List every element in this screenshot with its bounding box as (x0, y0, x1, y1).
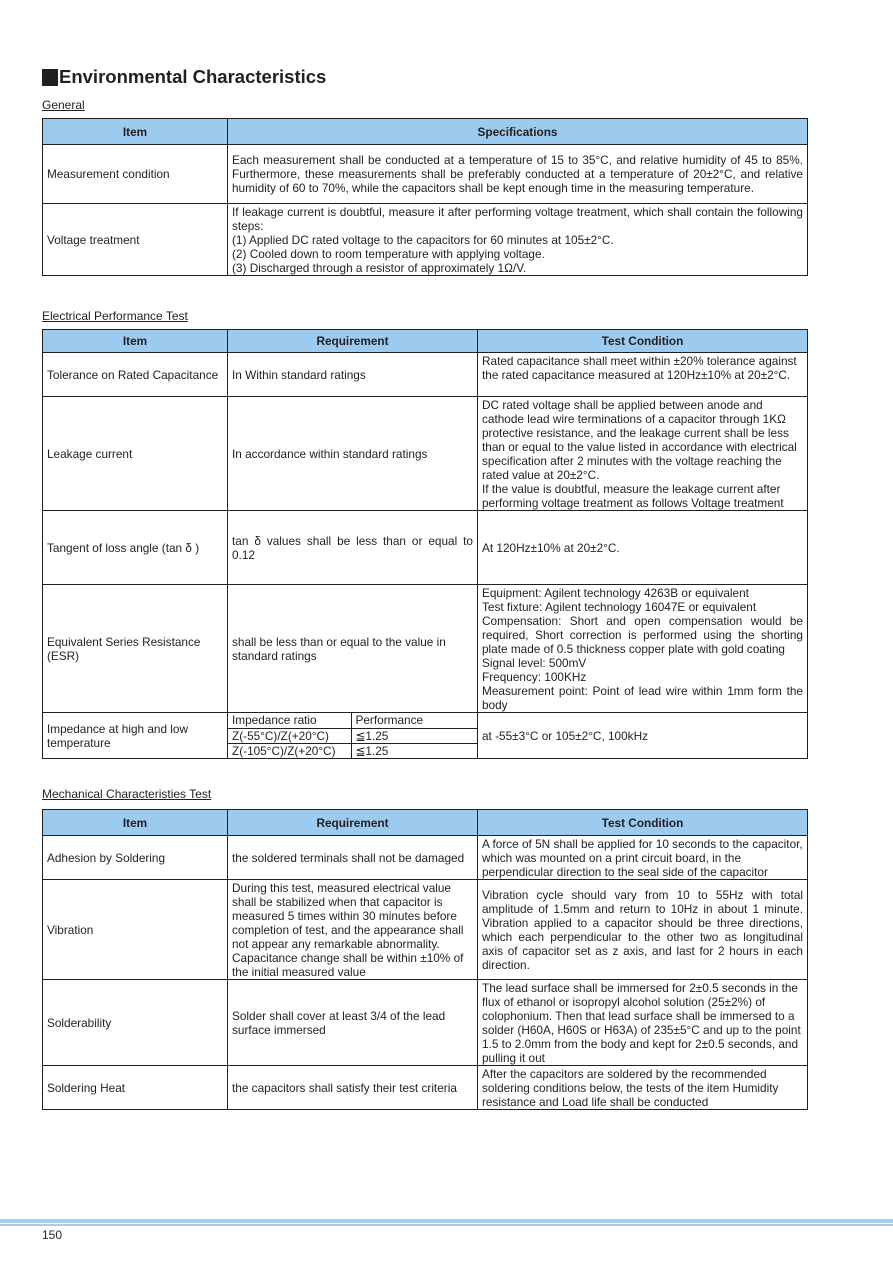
requirement-cell: In Within standard ratings (228, 353, 478, 397)
item-cell: Vibration (43, 880, 228, 980)
general-table (42, 118, 808, 276)
table-row (43, 511, 808, 585)
condition-cell (478, 585, 808, 713)
item-cell: Adhesion by Soldering (43, 836, 228, 880)
requirement-cell: Solder shall cover at least 3/4 of the lead surface immersed (228, 980, 478, 1066)
item-cell: Tolerance on Rated Capacitance (43, 353, 228, 397)
mechanical-table (42, 809, 808, 1110)
performance-cell: ≦1.25 (351, 728, 477, 743)
column-header: Item (43, 330, 228, 353)
impedance-subtable-cell (228, 713, 478, 759)
column-header: Specifications (228, 119, 808, 145)
table-row (43, 204, 808, 276)
subtable-header-row (228, 713, 477, 728)
item-cell: Leakage current (43, 397, 228, 511)
requirement-cell: tan δ values shall be less than or equal to 0.12 (228, 511, 478, 585)
section-label-mechanical: Mechanical Characteristies Test (42, 787, 212, 801)
condition-cell: Vibration cycle should vary from 10 to 55Hz with total amplitude of 1.5mm and return to 10Hz in about 1 minute. Vibration applied to a capacitor should be three directions, which each perpendicular to the other two as longitudinal axis of capacitor set as z axis, and last for 2 hours in each direction. (478, 880, 808, 980)
spec-line: If leakage current is doubtful, measure it after performing voltage treatment, which shall contain the following steps: (232, 204, 803, 233)
ratio-cell: Z(-105°C)/Z(+20°C) (228, 743, 351, 758)
footer-divider (0, 1219, 893, 1223)
table-row (43, 713, 808, 759)
table-row (43, 353, 808, 397)
column-header: Requirement (228, 330, 478, 353)
subtable-row (228, 728, 477, 743)
condition-cell: A force of 5N shall be applied for 10 seconds to the capacitor, which was mounted on a print circuit board, in the perpendicular direction to the seal side of the capacitor (478, 836, 808, 880)
title-bullet-icon (42, 69, 58, 86)
subtable-header: Impedance ratio (228, 713, 351, 728)
requirement-cell: During this test, measured electrical value shall be stabilized when that capacitor is measured 5 times within 30 minutes before completion of test, and the appearance shall not appear any remarkable abnormality. Capacitance change shall be within ±10% of the initial measured value (228, 880, 478, 980)
condition-cell: at -55±3°C or 105±2°C, 100kHz (478, 713, 808, 759)
column-header: Item (43, 119, 228, 145)
condition-line: Test fixture: Agilent technology 16047E or equivalent (482, 600, 757, 614)
table-header-row (43, 330, 808, 353)
item-cell: Measurement condition (43, 145, 228, 204)
electrical-table (42, 329, 808, 759)
condition-line: Equipment: Agilent technology 4263B or equivalent (482, 586, 749, 600)
condition-cell: The lead surface shall be immersed for 2±0.5 seconds in the flux of ethanol or isopropyl alcohol solution (25±2%) of colophonium. Then that lead surface shall be immersed to a solder (H60A, H60S or H63A) of 235±5°C and up to the point 1.5 to 2.0mm from the body and kept for 2±0.5 seconds, and pulling it out (478, 980, 808, 1066)
ratio-cell: Z(-55°C)/Z(+20°C) (228, 728, 351, 743)
subtable-header: Performance (351, 713, 477, 728)
page-title (42, 65, 326, 89)
section-label-electrical: Electrical Performance Test (42, 309, 188, 323)
table-row (43, 836, 808, 880)
condition-cell: At 120Hz±10% at 20±2°C. (478, 511, 808, 585)
condition-line: DC rated voltage shall be applied between anode and cathode lead wire terminations of a capacitor through 1KΩ protective resistance, and the leakage current shall be less than or equal to the value listed in accordance with electrical specification after 2 minutes with the voltage reaching the rated value at 20±2°C. (482, 398, 797, 482)
subtable-row (228, 743, 477, 758)
page-number: 150 (42, 1228, 63, 1242)
column-header: Test Condition (478, 330, 808, 353)
table-header-row (43, 810, 808, 836)
condition-line: Measurement point: Point of lead wire within 1mm form the body (482, 684, 803, 712)
footer-divider-thin (0, 1224, 893, 1226)
table-row (43, 145, 808, 204)
condition-line: Compensation: Short and open compensation would be required, Short correction is performed using the shorting plate made of 0.5 thickness copper plate with gold coating (482, 614, 803, 656)
table-row (43, 880, 808, 980)
item-cell: Impedance at high and low temperature (43, 713, 228, 759)
requirement-cell: In accordance within standard ratings (228, 397, 478, 511)
spec-cell (228, 204, 808, 276)
table-header-row (43, 119, 808, 145)
item-cell: Solderability (43, 980, 228, 1066)
requirement-cell: the soldered terminals shall not be damaged (228, 836, 478, 880)
table-row (43, 1066, 808, 1110)
requirement-cell: shall be less than or equal to the value in standard ratings (228, 585, 478, 713)
requirement-cell: the capacitors shall satisfy their test criteria (228, 1066, 478, 1110)
condition-line: Frequency: 100KHz (482, 670, 587, 684)
item-cell: Soldering Heat (43, 1066, 228, 1110)
item-cell: Equivalent Series Resistance (ESR) (43, 585, 228, 713)
condition-cell: After the capacitors are soldered by the recommended soldering conditions below, the tests of the item Humidity resistance and Load life shall be conducted (478, 1066, 808, 1110)
spec-line: (2) Cooled down to room temperature with applying voltage. (232, 246, 545, 261)
impedance-subtable (228, 713, 477, 758)
column-header: Test Condition (478, 810, 808, 836)
section-label-general: General (42, 98, 85, 112)
condition-line: If the value is doubtful, measure the leakage current after performing voltage treatment as follows Voltage treatment (482, 482, 784, 510)
spec-line: (1) Applied DC rated voltage to the capacitors for 60 minutes at 105±2°C. (232, 232, 614, 247)
condition-line: Signal level: 500mV (482, 656, 587, 670)
item-cell: Voltage treatment (43, 204, 228, 276)
spec-line: (3) Discharged through a resistor of approximately 1Ω/V. (232, 260, 527, 275)
table-row (43, 585, 808, 713)
page-title-text: Environmental Characteristics (59, 66, 327, 87)
condition-cell (478, 397, 808, 511)
column-header: Requirement (228, 810, 478, 836)
table-row (43, 980, 808, 1066)
spec-cell: Each measurement shall be conducted at a temperature of 15 to 35°C, and relative humidity of 45 to 85%. Furthermore, these measurements shall be preferably conducted at a temperature of 20±2°C, and relative humidity of 60 to 70%, while the capacitors shall be kept enough time in the measuring temperature. (228, 145, 808, 204)
column-header: Item (43, 810, 228, 836)
condition-cell: Rated capacitance shall meet within ±20% tolerance against the rated capacitance measured at 120Hz±10% at 20±2°C. (478, 353, 808, 397)
table-row (43, 397, 808, 511)
performance-cell: ≦1.25 (351, 743, 477, 758)
item-cell: Tangent of loss angle (tan δ ) (43, 511, 228, 585)
